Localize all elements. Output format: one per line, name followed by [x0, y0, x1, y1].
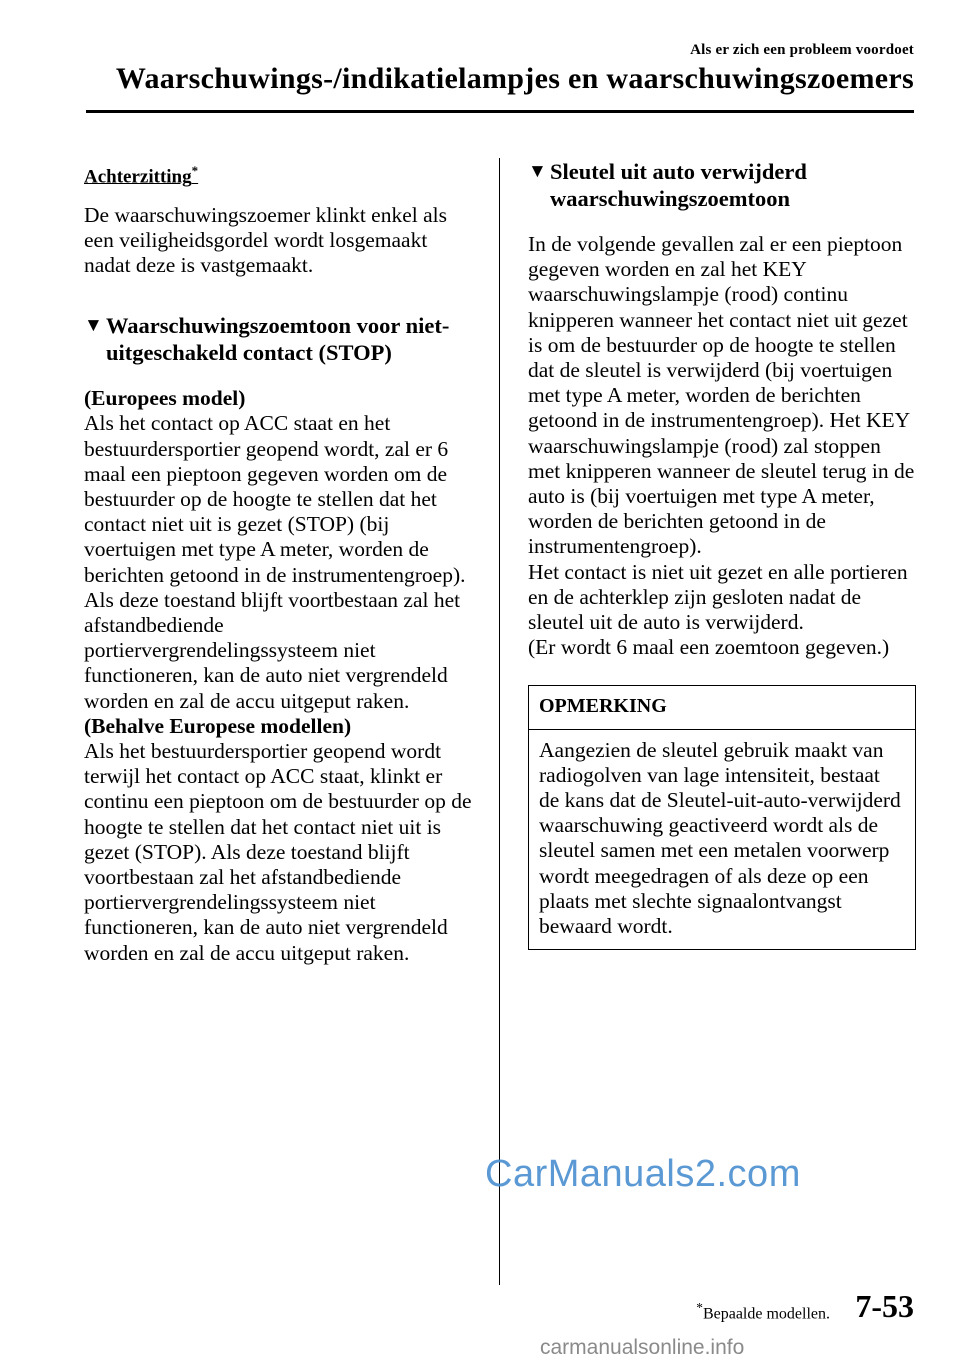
header-rule [86, 110, 914, 113]
paragraph-european-model: Als het contact op ACC staat en het bestuurdersportier geopend wordt, zal er 6 maal een pieptoon gegeven worden om de bestuurder op de hoogte te stellen dat het contact niet uit is gezet (STOP) (bij voertuigen met type A meter, worden de berichten getoond in de instrumentengroep). Als deze toestand blijft voortbestaan zal het afstandbediende portiervergrendelingssysteem niet functioneren, kan de auto niet vergrendeld worden en zal de accu uitgeput raken. [84, 411, 466, 713]
footer-site-watermark: carmanualsonline.info [540, 1336, 745, 1359]
subheading-achterzitting [84, 158, 474, 190]
footnote [696, 1300, 830, 1323]
page-number: 7-53 [855, 1288, 914, 1324]
header-section: Als er zich een probleem voordoet [690, 42, 914, 58]
optional-asterisk: * [191, 163, 199, 178]
triangle-bullet-icon: ▼ [84, 315, 103, 337]
section-heading-text: Waarschuwingszoemtoon voor niet-uitgeschakeld contact (STOP) [106, 313, 450, 366]
section-heading-stop [84, 312, 474, 366]
section-heading-text: Sleutel uit auto verwijderd waarschuwingszoemtoon [550, 159, 807, 211]
column-divider [499, 158, 500, 1285]
watermark-carmanuals2: CarManuals2.com [485, 1153, 801, 1195]
note-text: Aangezien de sleutel gebruik maakt van radiogolven van lage intensiteit, bestaat de kans dat de Sleutel-uit-auto-verwijderd waarschuwing geactiveerd wordt als de sleutel samen met een metalen voorwerp wordt meegedragen of als deze op een plaats met slechte signaalontvangst bewaard wordt. [539, 737, 901, 939]
section-heading-key-removed [528, 158, 916, 212]
note-box [528, 685, 916, 950]
paragraph-achterzitting: De waarschuwingszoemer klinkt enkel als een veiligheidsgordel wordt losgemaakt nadat deze is vastgemaakt. [84, 202, 447, 277]
paragraph-key-removed-2: Het contact is niet uit gezet en alle portieren en de achterklep zijn gesloten nadat de sleutel uit de auto is verwijderd. [528, 559, 908, 635]
page-title: Waarschuwings-/indikatielampjes en waarschuwingszoemers [115, 62, 914, 95]
right-column [528, 158, 916, 950]
paragraph-non-european-models: Als het bestuurdersportier geopend wordt terwijl het contact op ACC staat, klinkt er continu een pieptoon om de bestuurder op de hoogte te stellen dat het contact niet uit is gezet (STOP). Als deze toestand blijft voortbestaan zal het afstandbediende portiervergrendelingssysteem niet functioneren, kan de auto niet vergrendeld worden en zal de accu uitgeput raken. [84, 738, 472, 965]
note-title: OPMERKING [529, 686, 915, 729]
label-european-model: (Europees model) [84, 386, 246, 411]
footnote-text: Bepaalde modellen. [702, 1305, 830, 1323]
subheading-text: Achterzitting [84, 166, 192, 188]
footnote-asterisk: * [696, 1300, 703, 1315]
left-column [84, 158, 474, 966]
paragraph-key-removed-3: (Er wordt 6 maal een zoemtoon gegeven.) [528, 635, 890, 660]
paragraph-key-removed-1: In de volgende gevallen zal er een pieptoon gegeven worden en zal het KEY waarschuwingslampje (rood) continu knipperen wanneer het contact niet uit gezet is om de bestuurder op de hoogte te stellen dat de sleutel is verwijderd (bij voertuigen met type A meter, worden de berichten getoond in de instrumentengroep). Het KEY waarschuwingslampje (rood) zal stoppen met knipperen wanneer de sleutel terug in de auto is (bij voertuigen met type A meter, worden de berichten getoond in de instrumentengroep). [528, 232, 915, 559]
label-non-european-models: (Behalve Europese modellen) [84, 713, 352, 738]
triangle-bullet-icon: ▼ [528, 161, 547, 182]
